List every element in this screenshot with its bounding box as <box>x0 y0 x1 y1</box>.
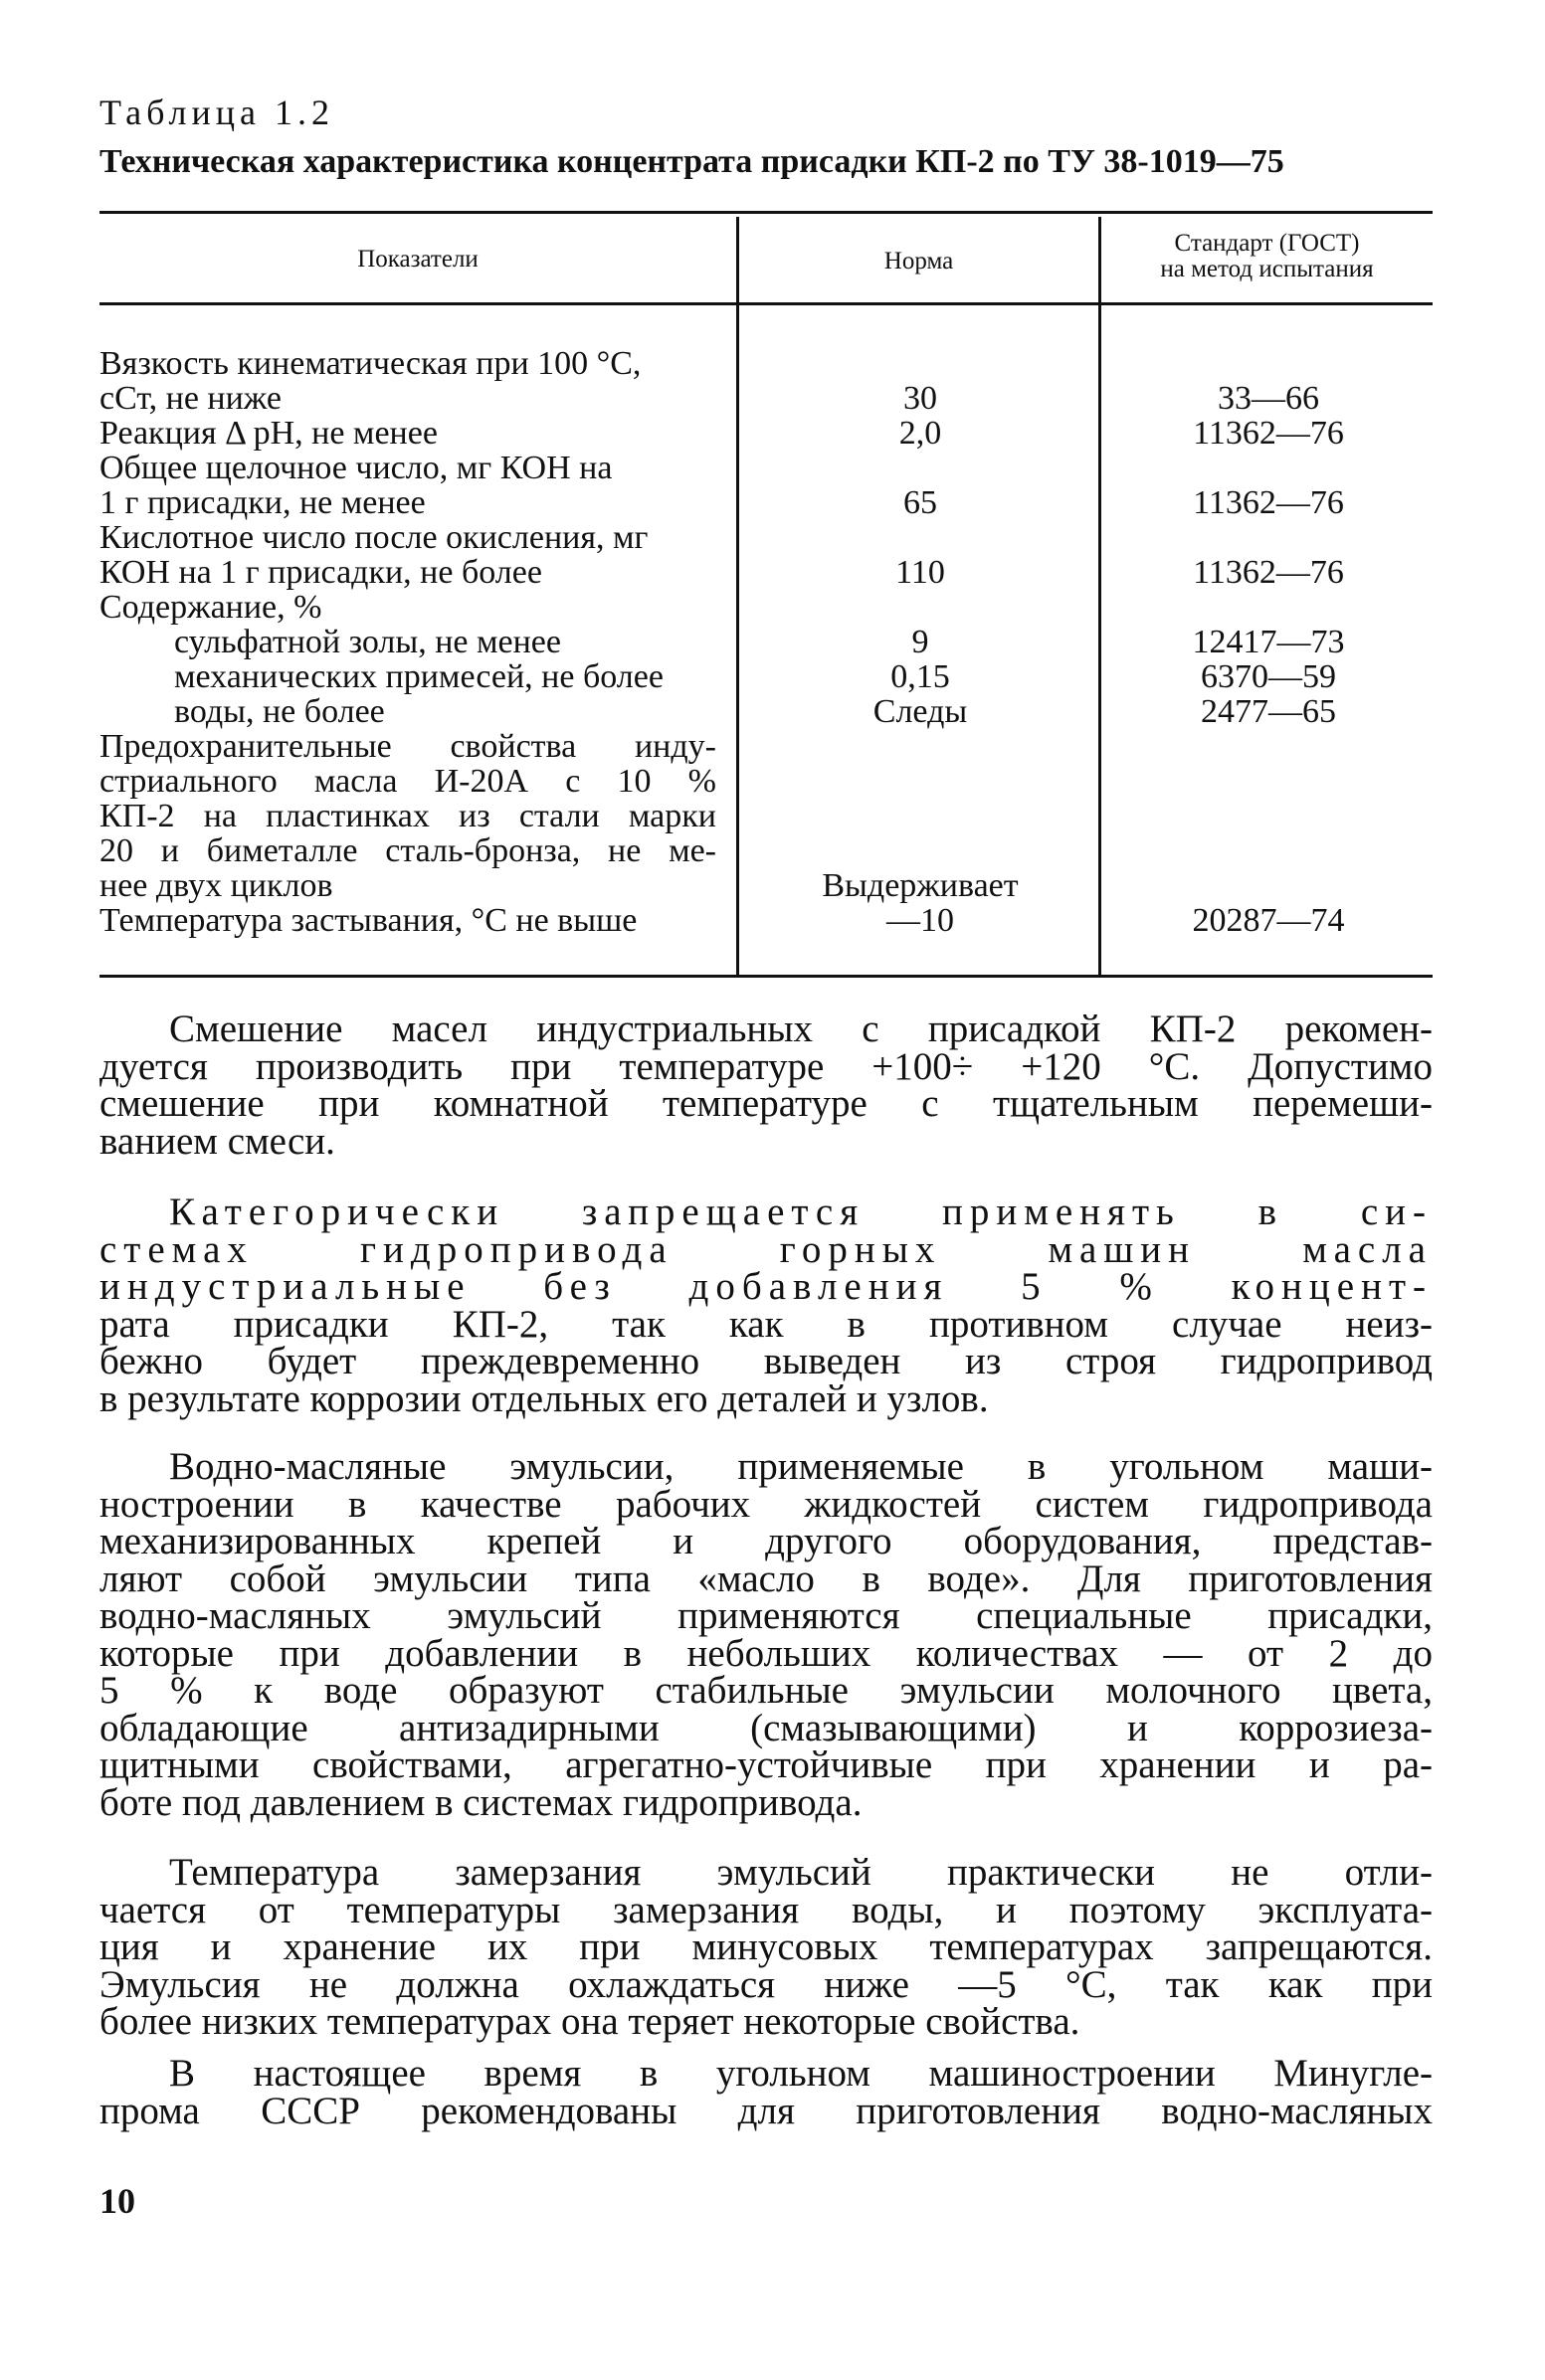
table-row-standard: 11362—76 <box>1193 484 1344 521</box>
body-paragraph <box>99 2052 1433 2132</box>
table-row-standard: 11362—76 <box>1193 554 1344 591</box>
paragraph-line: боте под давлением в системах гидропривода. <box>99 1780 863 1824</box>
table-row-norm: 110 <box>895 554 945 591</box>
table-column-divider-2 <box>1098 217 1101 975</box>
table-row-norm: Следы <box>872 693 968 730</box>
table-row-standard: 11362—76 <box>1193 415 1344 452</box>
paragraph-line: водно-масляных эмульсий применяются специальные присадки, <box>99 1594 1433 1637</box>
table-row-norm: 2,0 <box>898 415 942 452</box>
table-row-param-line: КОН на 1 г присадки, не более <box>99 554 542 591</box>
header-param: Показатели <box>357 246 479 273</box>
header-standard-line2: на метод испытания <box>1160 256 1374 282</box>
table-row-norm: 0,15 <box>890 658 950 695</box>
table-row-param-line: 20 и биметалле сталь-бронза, не ме- <box>99 832 716 869</box>
table-row-param-line: воды, не более <box>174 693 385 730</box>
table-title: Техническая характеристика концентрата присадки КП-2 по ТУ 38-1019—75 <box>99 143 1284 180</box>
paragraph-line: дуется производить при температуре +100÷ +120 °С. Допустимо <box>99 1044 1433 1088</box>
table-row-param-line: Содержание, % <box>99 589 322 626</box>
paragraph-line: бежно будет преждевременно выведен из строя гидропривод <box>99 1340 1433 1382</box>
table-row-standard: 33—66 <box>1218 380 1319 417</box>
body-paragraph <box>99 1190 1433 1420</box>
paragraph-line: обладающие антизадирными (смазывающими) и коррозиеза- <box>99 1706 1433 1749</box>
table-row-standard: 12417—73 <box>1192 624 1345 660</box>
paragraph-line: которые при добавлении в небольших количествах — от 2 до <box>99 1631 1433 1675</box>
table-row-param-line: Предохранительные свойства инду- <box>99 728 716 765</box>
paragraph-line: ванием смеси. <box>99 1119 335 1163</box>
header-norm: Норма <box>883 248 954 275</box>
table-row-param-line: сСт, не ниже <box>99 380 282 417</box>
table-row-param-line: Реакция Δ pH, не менее <box>99 415 438 452</box>
table-row-param-line: нее двух циклов <box>99 867 333 904</box>
table-row-param-line: механических примесей, не более <box>174 658 664 695</box>
table-top-rule <box>99 211 1433 214</box>
table-row-standard: 2477—65 <box>1201 693 1336 730</box>
paragraph-line: Эмульсия не должна охлаждаться ниже —5 °С, так как при <box>99 1962 1433 2006</box>
paragraph-line: 5 % к воде образуют стабильные эмульсии молочного цвета, <box>99 1669 1433 1712</box>
table-row-norm: 30 <box>903 380 937 417</box>
paragraph-line: щитными свойствами, агрегатно-устойчивые при хранении и ра- <box>99 1743 1433 1786</box>
table-header-rule <box>99 302 1433 305</box>
table-row-standard: 20287—74 <box>1192 902 1345 939</box>
table-column-divider-1 <box>736 217 739 975</box>
table-row-norm: 9 <box>911 624 929 660</box>
paragraph-line: Водно-масляные эмульсии, применяемые в угольном маши- <box>169 1445 1433 1488</box>
table-label: Таблица 1.2 <box>99 92 334 132</box>
table-row-param-line: КП-2 на пластинках из стали марки <box>99 798 716 834</box>
table-bottom-rule <box>99 975 1433 978</box>
table-row-param-line: Температура застывания, °С не выше <box>99 902 638 939</box>
table-row-norm: —10 <box>886 902 954 939</box>
table-row-norm: 65 <box>903 484 937 521</box>
paragraph-line: В настоящее время в угольном машиностроении Минугле- <box>169 2052 1433 2095</box>
paragraph-line: чается от температуры замерзания воды, и поэтому эксплуата- <box>99 1888 1433 1931</box>
paragraph-line: механизированных крепей и другого оборудования, представ- <box>99 1520 1433 1562</box>
body-paragraph <box>99 1007 1433 1163</box>
body-paragraph <box>99 1445 1433 1824</box>
paragraph-line: ностроении в качестве рабочих жидкостей систем гидропривода <box>99 1482 1433 1526</box>
page-number: 10 <box>99 2181 135 2221</box>
table-row-param-line: 1 г присадки, не менее <box>99 484 426 521</box>
paragraph-line: прома СССР рекомендованы для приготовления водно-масляных <box>99 2089 1433 2132</box>
table-row-param-line: стриального масла И-20А с 10 % <box>99 763 716 800</box>
table-row-param-line: Вязкость кинематическая при 100 °С, <box>99 345 642 382</box>
body-paragraph <box>99 1851 1433 2043</box>
table-row-param-line: Кислотное число после окисления, мг <box>99 519 649 556</box>
paragraph-line: в результате коррозии отдельных его деталей и узлов. <box>99 1376 989 1420</box>
paragraph-line: индустриальные без добавления 5 % концент- <box>99 1265 1433 1308</box>
paragraph-line: Температура замерзания эмульсий практически не отли- <box>169 1851 1433 1894</box>
paragraph-line: Категорически запрещается применять в си- <box>169 1190 1433 1233</box>
paragraph-line: рата присадки КП-2, так как в противном случае неиз- <box>99 1302 1433 1346</box>
paragraph-line: Смешение масел индустриальных с присадкой КП-2 рекомен- <box>169 1007 1433 1050</box>
paragraph-line: стемах гидропривода горных машин масла <box>99 1227 1433 1271</box>
paragraph-line: более низких температурах она теряет некоторые свойства. <box>99 2000 1080 2043</box>
table-row-param-line: сульфатной золы, не менее <box>174 624 561 660</box>
header-standard-line1: Стандарт (ГОСТ) <box>1174 230 1360 257</box>
table-row-standard: 6370—59 <box>1201 658 1336 695</box>
paragraph-line: ция и хранение их при минусовых температурах запрещаются. <box>99 1925 1433 1968</box>
paragraph-line: смешение при комнатной температуре с тщательным перемеши- <box>99 1082 1433 1125</box>
table-row-norm: Выдерживает <box>822 867 1019 904</box>
paragraph-line: ляют собой эмульсии типа «масло в воде». Для приготовления <box>99 1556 1433 1600</box>
table-row-param-line: Общее щелочное число, мг КОН на <box>99 450 613 486</box>
